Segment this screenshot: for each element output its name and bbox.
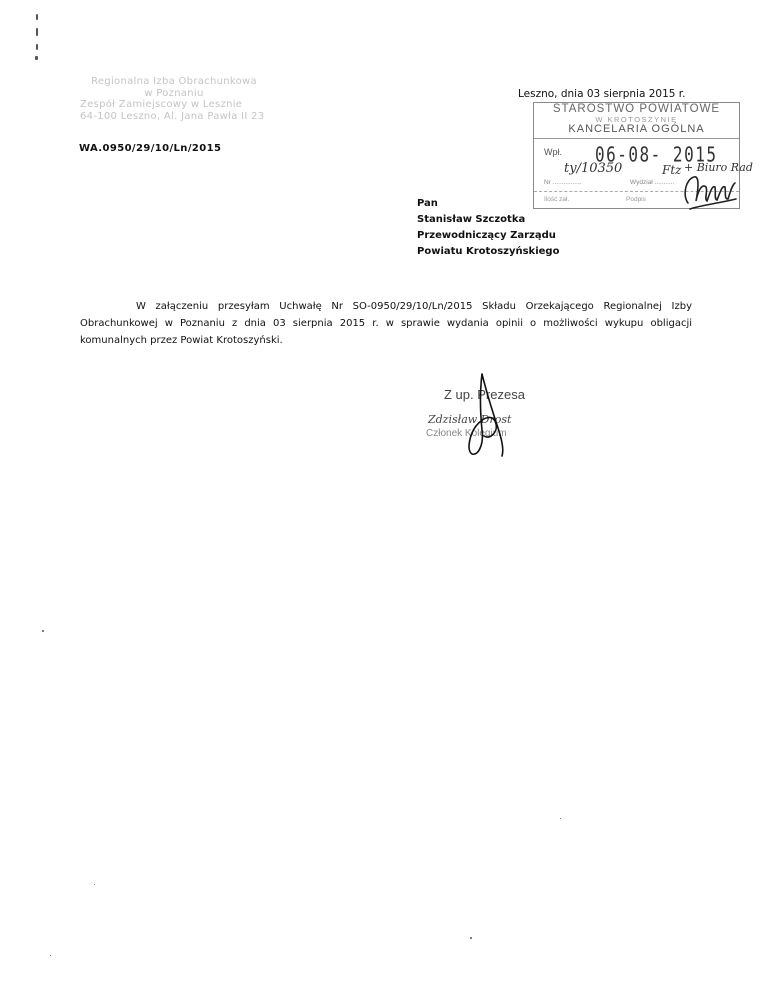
sender-letterhead xyxy=(80,76,280,122)
stamp-attachments-label: Ilość zał. xyxy=(544,196,570,203)
sender-line-3: Zespół Zamiejscowy w Lesznie xyxy=(80,99,243,110)
stamp-subtitle: W KROTOSZYNIE xyxy=(595,115,678,124)
letter-body-text: W załączeniu przesyłam Uchwałę Nr SO-0950/29/10/Ln/2015 Składu Orzekającego Regionalnej Izby Obrachunkowej w Poznaniu z dnia 03 sierpnia 2015 r. w sprawie wydania opinii o możliwości wykupu obligacji komunalnych przez Powiat Krotoszyński. xyxy=(80,301,692,346)
stamp-handwritten-note: + Biuro Rad xyxy=(684,161,753,174)
sender-line-2: w Poznaniu xyxy=(144,87,204,99)
scan-speck xyxy=(94,884,95,885)
stamp-divider xyxy=(534,138,739,139)
addressee-salutation: Pan xyxy=(417,198,438,209)
stamp-title: STAROSTWO POWIATOWE xyxy=(552,103,721,115)
signer-role: Członek Kolegium xyxy=(426,428,507,439)
stamp-received-date: 06-08- 2015 xyxy=(595,142,718,167)
addressee-block xyxy=(417,196,559,260)
sender-line-1: Regionalna Izba Obrachunkowa xyxy=(91,76,257,87)
stamp-handwritten-dept: Ftz xyxy=(662,163,682,177)
handwritten-signature xyxy=(464,370,508,460)
signer-name: Zdzisław Drost xyxy=(428,413,512,426)
addressee-name: Stanisław Szczotka xyxy=(417,214,526,225)
stamp-number-handwritten: ty/10350 xyxy=(564,161,623,176)
stamp-number-label: Nr ................ xyxy=(544,179,582,186)
stamp-office: KANCELARIA OGÓLNA xyxy=(568,123,705,135)
stamp-signature-label: Podpis xyxy=(626,196,646,203)
addressee-institution: Powiatu Krotoszyńskiego xyxy=(417,246,560,257)
on-behalf-of: Z up. Prezesa xyxy=(444,387,525,402)
sender-line-4: 64-100 Leszno, Al. Jana Pawła II 23 xyxy=(80,110,265,122)
scan-speck xyxy=(42,630,44,632)
scan-speck xyxy=(560,818,561,819)
scan-speck xyxy=(50,955,51,956)
registry-stamp xyxy=(533,102,753,209)
addressee-role: Przewodniczący Zarządu xyxy=(417,230,556,241)
stamp-received-label: Wpł. xyxy=(544,147,562,157)
reference-number: WA.0950/29/10/Ln/2015 xyxy=(79,143,222,154)
scan-speck xyxy=(470,937,472,939)
letter-body xyxy=(80,298,692,349)
stamp-department-label: Wydział ........... xyxy=(630,179,675,186)
scan-margin-marks xyxy=(34,14,40,62)
stamp-initials-signature xyxy=(680,173,738,215)
place-and-date: Leszno, dnia 03 sierpnia 2015 r. xyxy=(518,88,686,100)
